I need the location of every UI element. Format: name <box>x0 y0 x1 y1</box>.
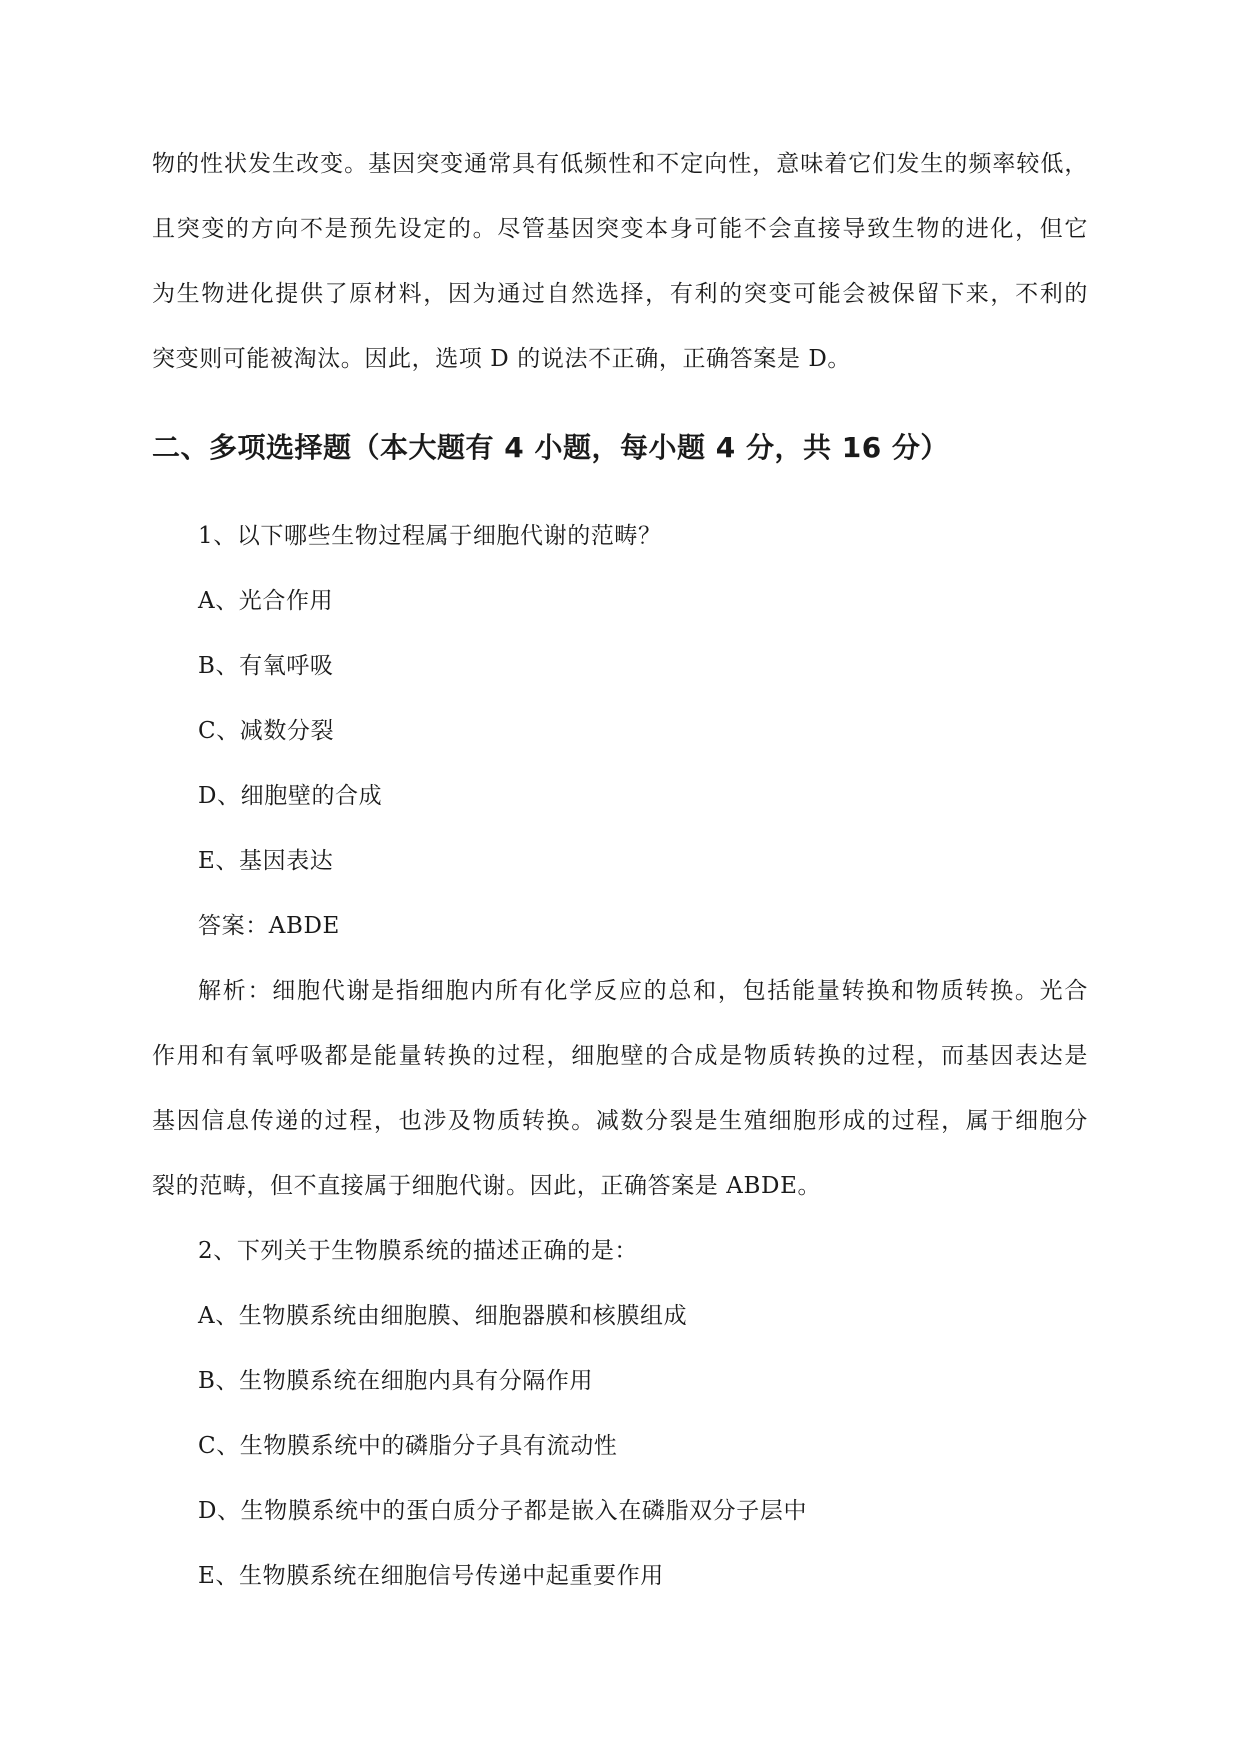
question-2-stem: 2、下列关于生物膜系统的描述正确的是： <box>198 1238 639 1264</box>
question-1-explanation <box>152 959 1088 1219</box>
section-heading: 二、多项选择题（本大题有 4 小题，每小题 4 分，共 16 分） <box>152 431 949 464</box>
question-2-option-a: A、生物膜系统由细胞膜、细胞器膜和核膜组成 <box>198 1303 688 1329</box>
question-1-option-b: B、有氧呼吸 <box>198 653 334 679</box>
question-1-answer: 答案：ABDE <box>198 913 340 939</box>
explanation-line: 解析：细胞代谢是指细胞内所有化学反应的总和，包括能量转换和物质转换。光合 <box>198 978 1088 1004</box>
intro-line: 物的性状发生改变。基因突变通常具有低频性和不定向性，意味着它们发生的频率较低， <box>152 151 1088 177</box>
intro-line: 突变则可能被淘汰。因此，选项 D 的说法不正确，正确答案是 D。 <box>152 346 852 372</box>
question-1-option-d: D、细胞壁的合成 <box>198 783 383 809</box>
intro-line: 为生物进化提供了原材料，因为通过自然选择，有利的突变可能会被保留下来，不利的 <box>152 281 1088 307</box>
explanation-line: 基因信息传递的过程，也涉及物质转换。减数分裂是生殖细胞形成的过程，属于细胞分 <box>152 1108 1088 1134</box>
explanation-line: 作用和有氧呼吸都是能量转换的过程，细胞壁的合成是物质转换的过程，而基因表达是 <box>152 1043 1088 1069</box>
question-1-option-e: E、基因表达 <box>198 848 334 874</box>
question-1-option-a: A、光合作用 <box>198 588 334 614</box>
question-2-option-c: C、生物膜系统中的磷脂分子具有流动性 <box>198 1433 618 1459</box>
question-1-stem: 1、以下哪些生物过程属于细胞代谢的范畴？ <box>198 523 662 549</box>
question-2-option-d: D、生物膜系统中的蛋白质分子都是嵌入在磷脂双分子层中 <box>198 1498 808 1524</box>
intro-line: 且突变的方向不是预先设定的。尽管基因突变本身可能不会直接导致生物的进化，但它 <box>152 216 1088 242</box>
explanation-line: 裂的范畴，但不直接属于细胞代谢。因此，正确答案是 ABDE。 <box>152 1173 822 1199</box>
intro-paragraph <box>152 132 1088 392</box>
question-1-option-c: C、减数分裂 <box>198 718 335 744</box>
question-2-option-e: E、生物膜系统在细胞信号传递中起重要作用 <box>198 1563 664 1589</box>
question-2-option-b: B、生物膜系统在细胞内具有分隔作用 <box>198 1368 594 1394</box>
